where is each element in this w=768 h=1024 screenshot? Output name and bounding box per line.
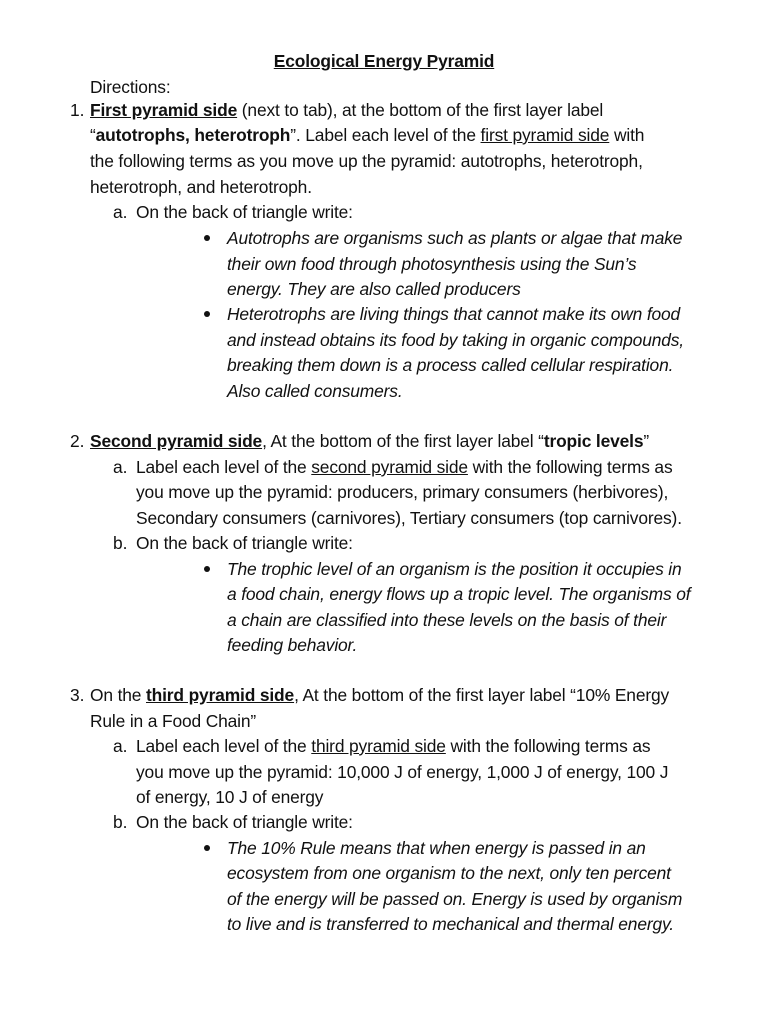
item-1a-letter: a. <box>113 202 128 222</box>
bullet-3-line-4: feeding behavior. <box>227 635 358 655</box>
bullet-2-line-3: breaking them down is a process called cellular respiration. <box>227 355 674 375</box>
item-2-label-term: tropic levels <box>543 431 644 451</box>
item-1-number: 1. <box>70 100 85 120</box>
item-1-line-2: “autotrophs, heterotroph”. Label each level of the first pyramid side with <box>90 125 645 145</box>
item-2a-line-2: you move up the pyramid: producers, primary consumers (herbivores), <box>136 482 669 502</box>
bullet-3-line-2: a food chain, energy flows up a tropic level. The organisms of <box>227 584 691 604</box>
item-3a-line-1: Label each level of the third pyramid side with the following terms as <box>136 736 651 756</box>
bullet-3-line-3: a chain are classified into these levels on the basis of their <box>227 610 667 630</box>
item-1-line-4: heterotroph, and heterotroph. <box>90 177 312 197</box>
item-3b-text: On the back of triangle write: <box>136 812 353 832</box>
item-2b-text: On the back of triangle write: <box>136 533 353 553</box>
item-2a-letter: a. <box>113 457 128 477</box>
item-2-number: 2. <box>70 431 85 451</box>
bullet-icon <box>204 311 210 317</box>
item-1-line-3: the following terms as you move up the pyramid: autotrophs, heterotroph, <box>90 151 643 171</box>
item-2-line-1: Second pyramid side, At the bottom of the first layer label “tropic levels” <box>90 431 650 451</box>
bullet-1-line-3: energy. They are also called producers <box>227 279 521 299</box>
item-2a-line-3: Secondary consumers (carnivores), Tertiary consumers (top carnivores). <box>136 508 682 528</box>
bullet-4-line-1: The 10% Rule means that when energy is passed in an <box>227 838 646 858</box>
page-title: Ecological Energy Pyramid <box>273 51 495 71</box>
item-2b-letter: b. <box>113 533 128 553</box>
item-3a-line-3: of energy, 10 J of energy <box>136 787 324 807</box>
item-3-number: 3. <box>70 685 85 705</box>
bullet-4-line-3: of the energy will be passed on. Energy is used by organism <box>227 889 683 909</box>
bullet-4-line-2: ecosystem from one organism to the next, only ten percent <box>227 863 671 883</box>
item-3a-letter: a. <box>113 736 128 756</box>
bullet-2-line-4: Also called consumers. <box>227 381 403 401</box>
bullet-4-line-4: to live and is transferred to mechanical and thermal energy. <box>227 914 674 934</box>
bullet-1-line-2: their own food through photosynthesis using the Sun’s <box>227 254 637 274</box>
bullet-2-line-2: and instead obtains its food by taking in organic compounds, <box>227 330 684 350</box>
item-1-key-term: First pyramid side <box>90 100 238 120</box>
item-1-label-term: autotrophs, heterotroph <box>95 125 291 145</box>
item-3-key-term: third pyramid side <box>146 685 295 705</box>
item-3a-line-2: you move up the pyramid: 10,000 J of energy, 1,000 J of energy, 100 J <box>136 762 669 782</box>
bullet-icon <box>204 566 210 572</box>
bullet-1-line-1: Autotrophs are organisms such as plants or algae that make <box>227 228 683 248</box>
item-1a-text: On the back of triangle write: <box>136 202 353 222</box>
item-3-line-2: Rule in a Food Chain” <box>90 711 257 731</box>
bullet-2-line-1: Heterotrophs are living things that cannot make its own food <box>227 304 681 324</box>
item-2-key-term: Second pyramid side <box>90 431 263 451</box>
bullet-3-line-1: The trophic level of an organism is the position it occupies in <box>227 559 682 579</box>
bullet-icon <box>204 845 210 851</box>
item-2a-line-1: Label each level of the second pyramid side with the following terms as <box>136 457 673 477</box>
directions-label: Directions: <box>90 77 171 97</box>
bullet-icon <box>204 235 210 241</box>
item-3b-letter: b. <box>113 812 128 832</box>
item-3-line-1: On the third pyramid side, At the bottom of the first layer label “10% Energy <box>90 685 670 705</box>
item-1-line-1: First pyramid side (next to tab), at the bottom of the first layer label <box>90 100 604 120</box>
